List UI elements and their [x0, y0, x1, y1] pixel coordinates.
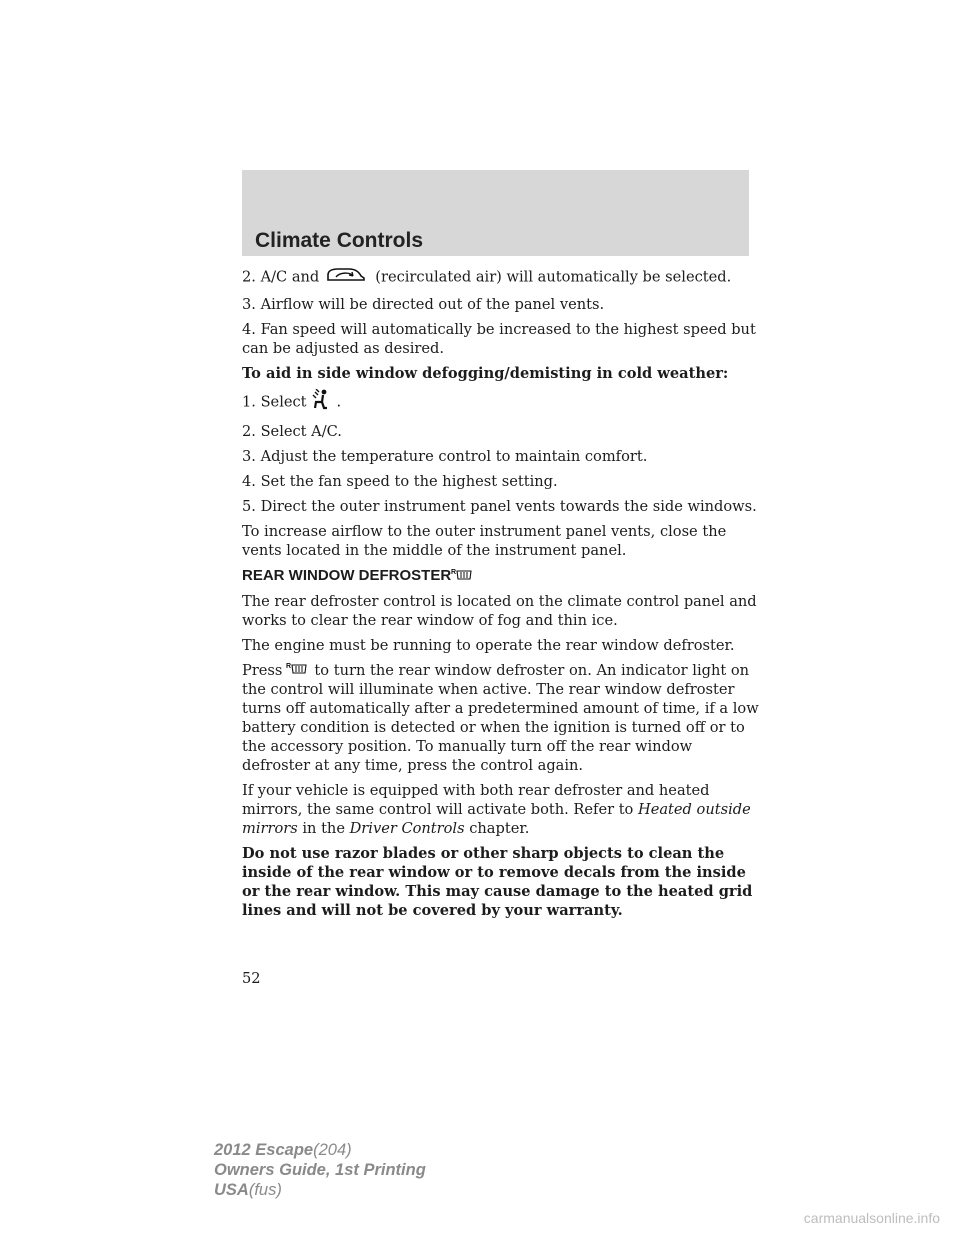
paragraph-heated-mirrors: If your vehicle is equipped with both rear defroster and heated mirrors, the same control will activate both. Refer to Heated outside mirrors in the Driver Controls chapter.	[242, 782, 751, 838]
step-select-mode: 1. Select .	[242, 389, 762, 416]
svg-text:R: R	[451, 568, 457, 576]
print-info-edition: Owners Guide, 1st Printing	[214, 1161, 426, 1179]
print-info-region: USA(fus)	[214, 1181, 282, 1199]
reference-heated-mirrors: Heated outside mirrors	[242, 801, 751, 838]
section-header	[242, 170, 749, 256]
subheading-side-window: To aid in side window defogging/demisting in cold weather:	[242, 365, 729, 382]
reference-driver-controls: Driver Controls	[349, 820, 465, 838]
step-temperature: 3. Adjust the temperature control to maintain comfort.	[242, 448, 648, 465]
print-info	[214, 1140, 426, 1200]
step-direct-vents: 5. Direct the outer instrument panel vents towards the side windows.	[242, 498, 757, 515]
floor-defrost-mode-icon	[311, 389, 331, 416]
page-content	[242, 266, 762, 926]
paragraph-defroster-location: The rear defroster control is located on the climate control panel and works to clear the rear window of fog and thin ice.	[242, 592, 757, 629]
rear-defrost-icon	[286, 661, 308, 680]
page-number: 52	[242, 970, 261, 987]
print-info-model: 2012 Escape(204)	[214, 1141, 352, 1159]
step-select-ac: 2. Select A/C.	[242, 423, 342, 440]
step-fan-highest: 4. Set the fan speed to the highest setting.	[242, 473, 558, 490]
paragraph-airflow-tip: To increase airflow to the outer instrument panel vents, close the vents located in the middle of the instrument panel.	[242, 523, 727, 559]
section-title: Climate Controls	[255, 229, 424, 252]
warning-razor-blades: Do not use razor blades or other sharp objects to clean the inside of the rear window or to remove decals from the inside or the rear window. This may cause damage to the heated grid lines and will not be covered by your warranty.	[242, 845, 753, 920]
recirculation-icon	[323, 266, 369, 289]
step-airflow: 3. Airflow will be directed out of the panel vents.	[242, 296, 605, 313]
paragraph-press-defroster: Press R to turn the rear window defroster on. An indicator light on the control will illuminate when active. The rear window defroster turns off automatically after a predetermined amount of time, if a low battery condition is detected or when the ignition is turned off or to the accessory position. To manually turn off the rear window defroster at any time, press the control again.	[242, 661, 759, 775]
paragraph-engine-running: The engine must be running to operate the rear window defroster.	[242, 636, 735, 654]
watermark: carmanualsonline.info	[803, 1210, 940, 1226]
step-fan-speed: 4. Fan speed will automatically be increased to the highest speed but can be adjusted as desired.	[242, 321, 756, 357]
section-heading-rear-defroster: REAR WINDOW DEFROSTER R	[242, 566, 762, 586]
svg-text:R: R	[286, 663, 292, 671]
rear-defrost-icon	[451, 567, 473, 586]
step-ac-recirc: 2. A/C and (recirculated air) will automatically be selected.	[242, 266, 762, 289]
